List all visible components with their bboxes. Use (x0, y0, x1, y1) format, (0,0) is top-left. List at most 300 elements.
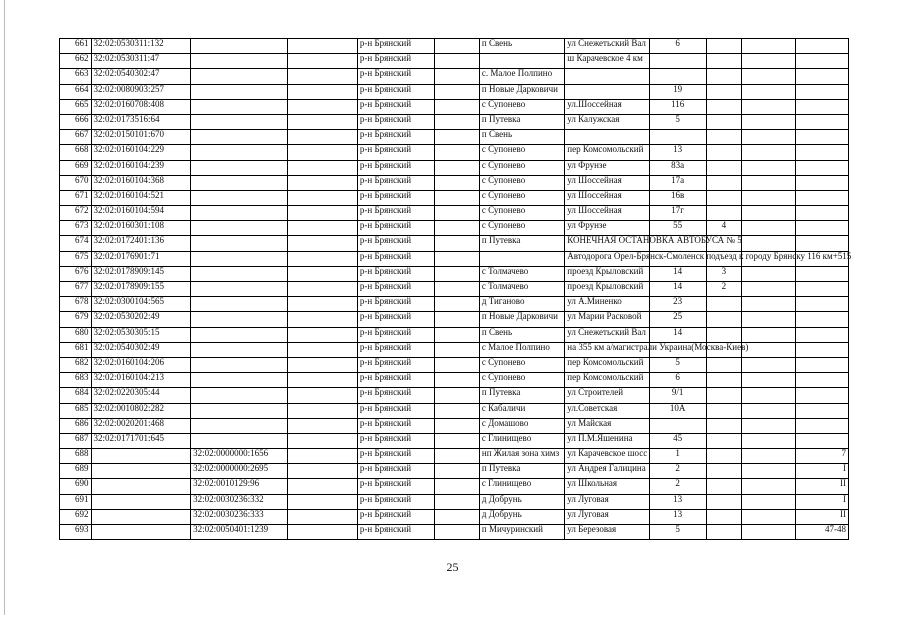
house-number-cell: 13 (649, 145, 706, 160)
empty-cell (435, 418, 480, 433)
land-cadastral-number-cell (191, 373, 288, 388)
empty-cell (742, 69, 796, 84)
settlement-cell: с. Малое Полпино (479, 69, 564, 84)
building-number-cell (706, 312, 742, 327)
cadastral-number-cell: 32:02:0172401:136 (91, 236, 191, 251)
empty-cell (287, 403, 357, 418)
row-number-cell: 674 (60, 236, 92, 251)
empty-cell (287, 373, 357, 388)
row-number-cell: 683 (60, 373, 92, 388)
registry-body (60, 38, 852, 540)
land-cadastral-number-cell (191, 297, 288, 312)
land-cadastral-number-cell (191, 266, 288, 281)
row-number-cell: 667 (60, 130, 92, 145)
cadastral-number-cell (91, 525, 191, 540)
row-number-cell: 688 (60, 449, 92, 464)
row-number-cell: 691 (60, 494, 92, 509)
building-number-cell (706, 99, 742, 114)
street-cell: пер Комсомольский (565, 357, 649, 372)
table-row (60, 388, 849, 403)
empty-cell (435, 388, 480, 403)
district-cell: р-н Брянский (357, 236, 434, 251)
house-number-cell: 13 (649, 509, 706, 524)
settlement-cell: п Путевка (479, 464, 564, 479)
district-cell: р-н Брянский (357, 114, 434, 129)
house-number-cell: 9/1 (649, 388, 706, 403)
district-cell: р-н Брянский (357, 403, 434, 418)
land-cadastral-number-cell: 32:02:0000000:1656 (191, 449, 288, 464)
premises-number-cell (796, 160, 849, 175)
empty-cell (435, 327, 480, 342)
premises-number-cell (796, 266, 849, 281)
house-number-cell: 2 (649, 464, 706, 479)
building-number-cell (706, 114, 742, 129)
premises-number-cell (796, 342, 849, 357)
land-cadastral-number-cell (191, 175, 288, 190)
empty-cell (435, 114, 480, 129)
house-number-cell (649, 54, 706, 69)
house-number-cell (649, 130, 706, 145)
land-cadastral-number-cell (191, 282, 288, 297)
district-cell: р-н Брянский (357, 433, 434, 448)
cadastral-number-cell: 32:02:0171701:645 (91, 433, 191, 448)
row-number-cell: 693 (60, 525, 92, 540)
table-row (60, 266, 849, 281)
land-cadastral-number-cell (191, 236, 288, 251)
house-number-cell: 14 (649, 266, 706, 281)
settlement-cell: п Путевка (479, 114, 564, 129)
land-cadastral-number-cell (191, 312, 288, 327)
premises-number-cell: 7 (796, 449, 849, 464)
land-cadastral-number-cell: 32:02:0010129:96 (191, 479, 288, 494)
table-row (60, 39, 849, 54)
house-number-cell: 5 (649, 525, 706, 540)
empty-cell (742, 236, 796, 251)
cadastral-number-cell: 32:02:0530311:132 (91, 39, 191, 54)
land-cadastral-number-cell (191, 190, 288, 205)
street-cell: ул Луговая (565, 494, 649, 509)
premises-number-cell (796, 297, 849, 312)
empty-cell (742, 525, 796, 540)
empty-cell (435, 69, 480, 84)
empty-cell (742, 145, 796, 160)
table-row (60, 449, 849, 464)
cadastral-number-cell: 32:02:0150101:670 (91, 130, 191, 145)
settlement-cell: п Новые Дарковичи (479, 312, 564, 327)
table-row (60, 236, 849, 251)
district-cell: р-н Брянский (357, 99, 434, 114)
empty-cell (287, 206, 357, 221)
cadastral-number-cell: 32:02:0160708:408 (91, 99, 191, 114)
district-cell: р-н Брянский (357, 251, 434, 266)
empty-cell (742, 160, 796, 175)
row-number-cell: 665 (60, 99, 92, 114)
premises-number-cell (796, 39, 849, 54)
district-cell: р-н Брянский (357, 39, 434, 54)
district-cell: р-н Брянский (357, 221, 434, 236)
street-cell: ш Карачевское 4 км (565, 54, 649, 69)
row-number-cell: 692 (60, 509, 92, 524)
empty-cell (287, 145, 357, 160)
settlement-cell: п Мичуринский (479, 525, 564, 540)
land-cadastral-number-cell (191, 39, 288, 54)
cadastral-number-cell: 32:02:0160104:213 (91, 373, 191, 388)
empty-cell (287, 190, 357, 205)
empty-cell (742, 312, 796, 327)
land-cadastral-number-cell (191, 251, 288, 266)
settlement-cell: д Добрунь (479, 509, 564, 524)
house-number-cell: 2 (649, 479, 706, 494)
empty-cell (742, 494, 796, 509)
table-row (60, 251, 849, 266)
district-cell: р-н Брянский (357, 509, 434, 524)
empty-cell (435, 160, 480, 175)
street-cell: ул.Советская (565, 403, 649, 418)
row-number-cell: 690 (60, 479, 92, 494)
street-cell: ул Фрунзе (565, 221, 649, 236)
district-cell: р-н Брянский (357, 145, 434, 160)
building-number-cell (706, 54, 742, 69)
house-number-cell: 23 (649, 297, 706, 312)
district-cell: р-н Брянский (357, 69, 434, 84)
row-number-cell: 680 (60, 327, 92, 342)
building-number-cell (706, 145, 742, 160)
row-number-cell: 662 (60, 54, 92, 69)
empty-cell (435, 236, 480, 251)
premises-number-cell (796, 312, 849, 327)
house-number-cell: 17г (649, 206, 706, 221)
empty-cell (287, 327, 357, 342)
premises-number-cell (796, 114, 849, 129)
empty-cell (742, 357, 796, 372)
street-cell: ул Шоссейная (565, 175, 649, 190)
row-number-cell: 673 (60, 221, 92, 236)
house-number-cell: 25 (649, 312, 706, 327)
row-number-cell: 666 (60, 114, 92, 129)
building-number-cell (706, 175, 742, 190)
street-cell: ул Марии Расковой (565, 312, 649, 327)
street-cell (565, 130, 649, 145)
cadastral-number-cell: 32:02:0530305:15 (91, 327, 191, 342)
land-cadastral-number-cell (191, 114, 288, 129)
table-row (60, 160, 849, 175)
cadastral-number-cell: 32:02:0160104:206 (91, 357, 191, 372)
district-cell: р-н Брянский (357, 297, 434, 312)
street-cell: ул Снежетьский Вал (565, 327, 649, 342)
registry-table (59, 38, 852, 540)
empty-cell (742, 373, 796, 388)
empty-cell (287, 69, 357, 84)
house-number-cell (649, 418, 706, 433)
settlement-cell: с Супонево (479, 175, 564, 190)
house-number-cell: 10А (649, 403, 706, 418)
table-row (60, 342, 849, 357)
empty-cell (287, 84, 357, 99)
settlement-cell: с Супонево (479, 373, 564, 388)
empty-cell (435, 251, 480, 266)
table-row (60, 190, 849, 205)
house-number-cell: 5 (649, 357, 706, 372)
settlement-cell: с Глинищево (479, 479, 564, 494)
building-number-cell (706, 357, 742, 372)
cadastral-number-cell: 32:02:0530202:49 (91, 312, 191, 327)
premises-number-cell (796, 373, 849, 388)
empty-cell (287, 297, 357, 312)
premises-number-cell: I (796, 494, 849, 509)
empty-cell (287, 266, 357, 281)
empty-cell (435, 221, 480, 236)
empty-cell (287, 221, 357, 236)
empty-cell (742, 464, 796, 479)
empty-cell (287, 160, 357, 175)
empty-cell (287, 39, 357, 54)
cadastral-number-cell: 32:02:0160104:521 (91, 190, 191, 205)
empty-cell (287, 236, 357, 251)
street-cell: ул Калужская (565, 114, 649, 129)
settlement-cell: п Новые Дарковичи (479, 84, 564, 99)
land-cadastral-number-cell (191, 99, 288, 114)
district-cell: р-н Брянский (357, 175, 434, 190)
table-row (60, 494, 849, 509)
empty-cell (435, 175, 480, 190)
cadastral-number-cell: 32:02:0540302:47 (91, 69, 191, 84)
premises-number-cell (796, 130, 849, 145)
empty-cell (742, 327, 796, 342)
district-cell: р-н Брянский (357, 327, 434, 342)
street-cell: ул Шоссейная (565, 206, 649, 221)
land-cadastral-number-cell (191, 54, 288, 69)
street-cell: ул Снежетьский Вал (565, 39, 649, 54)
building-number-cell (706, 327, 742, 342)
empty-cell (287, 464, 357, 479)
empty-cell (742, 342, 796, 357)
settlement-cell: д Добрунь (479, 494, 564, 509)
settlement-cell: п Путевка (479, 388, 564, 403)
premises-number-cell (796, 236, 849, 251)
row-number-cell: 669 (60, 160, 92, 175)
building-number-cell (706, 130, 742, 145)
empty-cell (435, 403, 480, 418)
settlement-cell: с Кабаличи (479, 403, 564, 418)
building-number-cell (706, 479, 742, 494)
empty-cell (287, 175, 357, 190)
house-number-cell: 55 (649, 221, 706, 236)
settlement-cell: с Супонево (479, 357, 564, 372)
land-cadastral-number-cell (191, 388, 288, 403)
building-number-cell: 2 (706, 282, 742, 297)
table-row (60, 114, 849, 129)
empty-cell (742, 130, 796, 145)
empty-cell (435, 373, 480, 388)
premises-number-cell (796, 145, 849, 160)
land-cadastral-number-cell (191, 84, 288, 99)
district-cell: р-н Брянский (357, 312, 434, 327)
cadastral-number-cell (91, 449, 191, 464)
empty-cell (742, 54, 796, 69)
row-number-cell: 678 (60, 297, 92, 312)
row-number-cell: 686 (60, 418, 92, 433)
empty-cell (435, 433, 480, 448)
table-row (60, 464, 849, 479)
empty-cell (287, 494, 357, 509)
empty-cell (287, 130, 357, 145)
premises-number-cell (796, 221, 849, 236)
table-row (60, 282, 849, 297)
table-row (60, 403, 849, 418)
table-row (60, 312, 849, 327)
settlement-cell: с Домашово (479, 418, 564, 433)
cadastral-number-cell (91, 464, 191, 479)
table-row (60, 175, 849, 190)
house-number-cell: 116 (649, 99, 706, 114)
table-row (60, 221, 849, 236)
street-cell: ул Майская (565, 418, 649, 433)
table-row (60, 54, 849, 69)
district-cell: р-н Брянский (357, 206, 434, 221)
empty-cell (742, 433, 796, 448)
district-cell: р-н Брянский (357, 54, 434, 69)
empty-cell (435, 357, 480, 372)
table-row (60, 206, 849, 221)
land-cadastral-number-cell (191, 160, 288, 175)
empty-cell (742, 190, 796, 205)
land-cadastral-number-cell (191, 221, 288, 236)
house-number-cell: 5 (649, 114, 706, 129)
premises-number-cell (796, 190, 849, 205)
empty-cell (287, 312, 357, 327)
street-cell: ул А.Миненко (565, 297, 649, 312)
settlement-cell: п Путевка (479, 236, 564, 251)
premises-number-cell (796, 388, 849, 403)
land-cadastral-number-cell (191, 433, 288, 448)
street-cell: на 355 км а/магистрали Украина(Москва-Киев) (565, 342, 649, 357)
street-cell: ул Карачевское шосс (565, 449, 649, 464)
empty-cell (435, 479, 480, 494)
row-number-cell: 663 (60, 69, 92, 84)
land-cadastral-number-cell (191, 357, 288, 372)
empty-cell (287, 433, 357, 448)
empty-cell (287, 99, 357, 114)
cadastral-number-cell: 32:02:0178909:155 (91, 282, 191, 297)
district-cell: р-н Брянский (357, 282, 434, 297)
table-row (60, 509, 849, 524)
row-number-cell: 661 (60, 39, 92, 54)
row-number-cell: 684 (60, 388, 92, 403)
building-number-cell: 4 (706, 221, 742, 236)
row-number-cell: 689 (60, 464, 92, 479)
empty-cell (742, 114, 796, 129)
premises-number-cell (796, 99, 849, 114)
empty-cell (435, 145, 480, 160)
district-cell: р-н Брянский (357, 494, 434, 509)
empty-cell (287, 357, 357, 372)
settlement-cell: с Супонево (479, 206, 564, 221)
table-row (60, 373, 849, 388)
building-number-cell (706, 190, 742, 205)
empty-cell (742, 84, 796, 99)
cadastral-number-cell: 32:02:0160104:239 (91, 160, 191, 175)
building-number-cell (706, 509, 742, 524)
empty-cell (742, 418, 796, 433)
building-number-cell (706, 388, 742, 403)
land-cadastral-number-cell (191, 403, 288, 418)
district-cell: р-н Брянский (357, 190, 434, 205)
settlement-cell: с Супонево (479, 160, 564, 175)
cadastral-number-cell: 32:02:0540302:49 (91, 342, 191, 357)
empty-cell (435, 84, 480, 99)
cadastral-number-cell: 32:02:0300104:565 (91, 297, 191, 312)
district-cell: р-н Брянский (357, 464, 434, 479)
building-number-cell (706, 464, 742, 479)
row-number-cell: 679 (60, 312, 92, 327)
premises-number-cell (796, 84, 849, 99)
district-cell: р-н Брянский (357, 449, 434, 464)
house-number-cell: 83а (649, 160, 706, 175)
district-cell: р-н Брянский (357, 342, 434, 357)
empty-cell (742, 403, 796, 418)
house-number-cell: 14 (649, 327, 706, 342)
cadastral-number-cell: 32:02:0173516:64 (91, 114, 191, 129)
premises-number-cell: I (796, 464, 849, 479)
row-number-cell: 681 (60, 342, 92, 357)
district-cell: р-н Брянский (357, 84, 434, 99)
street-cell: ул.Шоссейная (565, 99, 649, 114)
street-cell: ул Фрунзе (565, 160, 649, 175)
district-cell: р-н Брянский (357, 479, 434, 494)
district-cell: р-н Брянский (357, 418, 434, 433)
settlement-cell: с Супонево (479, 190, 564, 205)
building-number-cell: 3 (706, 266, 742, 281)
premises-number-cell (796, 175, 849, 190)
land-cadastral-number-cell (191, 327, 288, 342)
street-cell: ул Строителей (565, 388, 649, 403)
premises-number-cell (796, 327, 849, 342)
empty-cell (435, 297, 480, 312)
street-cell: ул Школьная (565, 479, 649, 494)
building-number-cell (706, 297, 742, 312)
street-cell (565, 69, 649, 84)
table-row (60, 327, 849, 342)
cadastral-number-cell: 32:02:0160301:108 (91, 221, 191, 236)
row-number-cell: 682 (60, 357, 92, 372)
settlement-cell: с Супонево (479, 99, 564, 114)
street-cell (565, 84, 649, 99)
district-cell: р-н Брянский (357, 357, 434, 372)
empty-cell (435, 266, 480, 281)
house-number-cell: 6 (649, 39, 706, 54)
empty-cell (742, 206, 796, 221)
empty-cell (742, 479, 796, 494)
empty-cell (287, 282, 357, 297)
empty-cell (287, 509, 357, 524)
land-cadastral-number-cell: 32:02:0050401:1239 (191, 525, 288, 540)
premises-number-cell (796, 282, 849, 297)
house-number-cell: 14 (649, 282, 706, 297)
house-number-cell: 45 (649, 433, 706, 448)
premises-number-cell (796, 433, 849, 448)
land-cadastral-number-cell (191, 130, 288, 145)
table-row (60, 525, 849, 540)
district-cell: р-н Брянский (357, 160, 434, 175)
premises-number-cell (796, 418, 849, 433)
table-row (60, 297, 849, 312)
house-number-cell: 13 (649, 494, 706, 509)
row-number-cell: 668 (60, 145, 92, 160)
land-cadastral-number-cell (191, 69, 288, 84)
cadastral-number-cell: 32:02:0160104:368 (91, 175, 191, 190)
building-number-cell (706, 449, 742, 464)
table-row (60, 479, 849, 494)
